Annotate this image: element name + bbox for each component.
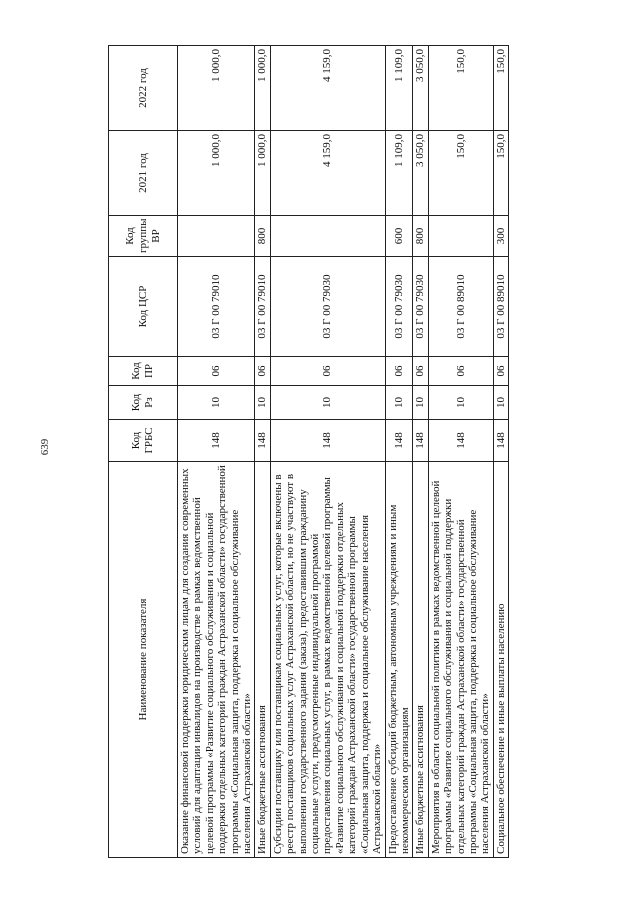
row-grbs: 148 (255, 420, 270, 462)
row-vr (270, 216, 385, 257)
budget-table (108, 45, 509, 858)
row-vr (428, 216, 493, 257)
row-csr: 03 Г 00 89010 (428, 257, 493, 357)
row-csr: 03 Г 00 89010 (493, 257, 508, 357)
row-2022: 1 000,0 (178, 46, 255, 131)
row-grbs: 148 (493, 420, 508, 462)
row-rz: 10 (428, 386, 493, 420)
row-rz: 10 (385, 386, 413, 420)
row-2021: 3 050,0 (413, 131, 428, 216)
row-csr: 03 Г 00 79030 (385, 257, 413, 357)
row-name: Предоставление субсидий бюджетным, автономным учреждениям и иным некоммерческим организациям (385, 462, 413, 858)
row-pr: 06 (493, 357, 508, 386)
rotated-page-content (108, 46, 598, 858)
row-pr: 06 (178, 357, 255, 386)
row-2021: 1 109,0 (385, 131, 413, 216)
row-pr: 06 (255, 357, 270, 386)
table-rotation-frame (108, 46, 598, 858)
row-vr: 300 (493, 216, 508, 257)
row-name: Иные бюджетные ассигнования (255, 462, 270, 858)
row-vr: 800 (413, 216, 428, 257)
row-rz: 10 (178, 386, 255, 420)
row-name: Субсидии поставщику или поставщикам социальных услуг, которые включены в реестр поставщиков социальных услуг Астраханской области, но не участвуют в выполнении государственного задания (заказа), предоставившим гражданину социальные услуги, предусмотренные индивидуальной программой предоставления социальных услуг, в рамках ведомственной целевой программы «Развитие социального обслуживания и социальной поддержки отдельных категорий граждан Астраханской области» государственной программы «Социальная защита, поддержка и социальное обслуживание населения Астраханской области» (270, 462, 385, 858)
row-csr: 03 Г 00 79010 (178, 257, 255, 357)
header-grbs: Код ГРБС (109, 420, 178, 462)
row-2022: 3 050,0 (413, 46, 428, 131)
table-row (413, 46, 428, 858)
row-name: Иные бюджетные ассигнования (413, 462, 428, 858)
header-2022: 2022 год (109, 46, 178, 131)
header-2021: 2021 год (109, 131, 178, 216)
row-2022: 1 000,0 (255, 46, 270, 131)
row-2021: 1 000,0 (178, 131, 255, 216)
row-2021: 1 000,0 (255, 131, 270, 216)
row-name: Социальное обеспечение и иные выплаты населению (493, 462, 508, 858)
row-pr: 06 (413, 357, 428, 386)
row-rz: 10 (413, 386, 428, 420)
row-2021: 150,0 (428, 131, 493, 216)
header-vr: Код группы ВР (109, 216, 178, 257)
row-vr (178, 216, 255, 257)
row-grbs: 148 (428, 420, 493, 462)
row-pr: 06 (270, 357, 385, 386)
header-rz: Код Рз (109, 386, 178, 420)
row-rz: 10 (270, 386, 385, 420)
row-2021: 150,0 (493, 131, 508, 216)
row-name: Оказание финансовой поддержки юридическим лицам для создания современных условий для адаптации инвалидов на производстве в рамках ведомственной целевой программы «Развитие социального обслуживания и социальной поддержки отдельных категорий граждан Астраханской области» государственной программы «Социальная защита, поддержка и социальное обслуживание населения Астраханской области» (178, 462, 255, 858)
row-2022: 150,0 (493, 46, 508, 131)
table-header-row (109, 46, 178, 858)
table-row (178, 46, 255, 858)
row-vr: 600 (385, 216, 413, 257)
row-pr: 06 (428, 357, 493, 386)
row-rz: 10 (255, 386, 270, 420)
row-grbs: 148 (413, 420, 428, 462)
row-2022: 150,0 (428, 46, 493, 131)
table-row (428, 46, 493, 858)
table-row (255, 46, 270, 858)
page-number: 639 (39, 438, 51, 456)
row-grbs: 148 (385, 420, 413, 462)
header-name: Наименование показателя (109, 462, 178, 858)
header-csr: Код ЦСР (109, 257, 178, 357)
table-row (385, 46, 413, 858)
table-row (270, 46, 385, 858)
row-vr: 800 (255, 216, 270, 257)
row-2021: 4 159,0 (270, 131, 385, 216)
table-row (493, 46, 508, 858)
row-rz: 10 (493, 386, 508, 420)
row-csr: 03 Г 00 79030 (413, 257, 428, 357)
header-pr: Код ПР (109, 357, 178, 386)
row-pr: 06 (385, 357, 413, 386)
row-grbs: 148 (178, 420, 255, 462)
row-2022: 1 109,0 (385, 46, 413, 131)
row-grbs: 148 (270, 420, 385, 462)
row-csr: 03 Г 00 79010 (255, 257, 270, 357)
row-2022: 4 159,0 (270, 46, 385, 131)
row-csr: 03 Г 00 79030 (270, 257, 385, 357)
row-name: Мероприятия в области социальной политики в рамках ведомственной целевой программы «Развитие социального обслуживания и социальной поддержки отдельных категорий граждан Астраханской области» государственной программы «Социальная защита, поддержка и социальное обслуживание населения Астраханской области» (428, 462, 493, 858)
